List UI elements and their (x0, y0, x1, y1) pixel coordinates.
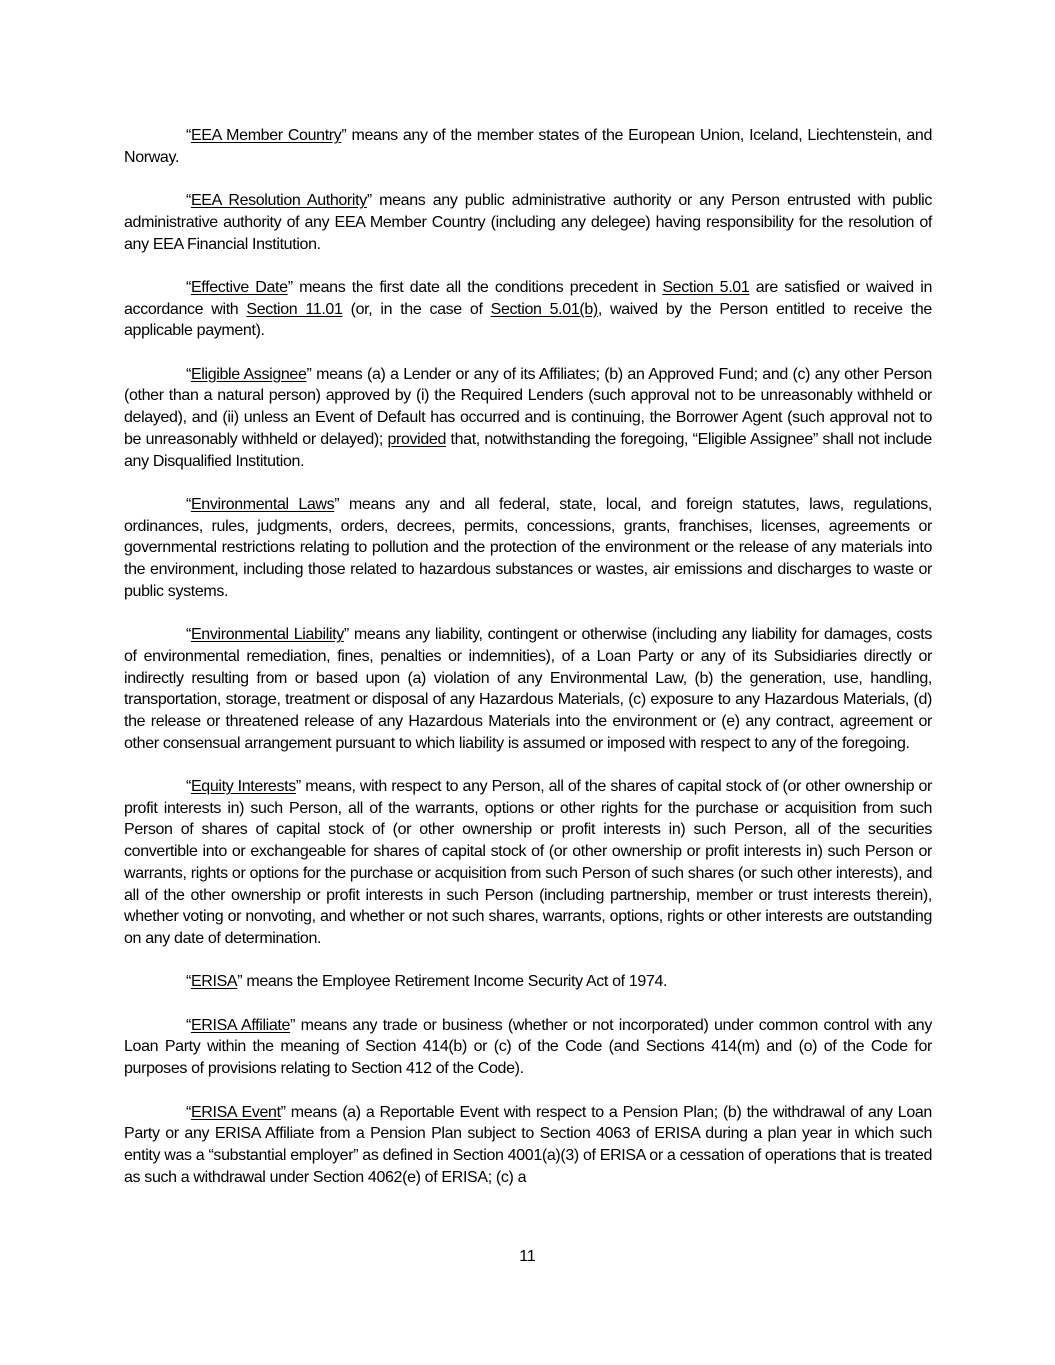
defined-term: Environmental Laws (190, 495, 335, 513)
definition-eea-member-country (124, 125, 932, 168)
definition-text: (or, in the case of (342, 300, 491, 318)
definitions-list (124, 125, 932, 1188)
defined-term: ERISA (190, 973, 238, 991)
open-quote: “ (186, 192, 191, 210)
open-quote: “ (186, 626, 191, 644)
defined-term: Eligible Assignee (190, 365, 307, 383)
open-quote: “ (186, 127, 191, 144)
definition-text: means (a) a Lender or any of its Affiliates; (b) an Approved Fund; and (c) any other Person (other than a natural person) approved by (i) the Required Lenders (such approval not to be unreasonably withheld or delayed), and (ii) unless an Event of Default has occurred and is continuing, the Borrower Agent (such approval not to be unreasonably withheld or delayed); (124, 365, 932, 448)
definition-text: are satisfied or waived in accordance with (124, 278, 932, 318)
open-quote: “ (186, 495, 191, 513)
defined-term: Equity Interests (190, 778, 296, 795)
definition-environmental-laws (124, 494, 932, 603)
definition-text: means the first date all the conditions precedent in (292, 278, 663, 296)
definition-text: means, with respect to any Person, all of the shares of capital stock of (or other ownership or profit interests in) such Person, all of the warrants, options or other rights for the purchase or acquisition from such Person of shares of capital stock of (or other ownership or profit interests in) such Person, all of the securities convertible into or exchangeable for shares of capital stock of (or other ownership or profit interests in) such Person or warrants, rights or options for the purchase or acquisition from such Person of such shares (or such other interests), and all of the other ownership or profit interests in such Person (including partnership, member or trust interests therein), whether voting or nonvoting, and whether or not such shares, warrants, options, rights or other interests are outstanding on any date of determination. (124, 778, 932, 947)
defined-term: Environmental Liability (190, 626, 344, 644)
open-quote: “ (186, 1016, 191, 1034)
section-reference: Section 5.01 (662, 278, 750, 296)
open-quote: “ (186, 778, 191, 795)
definition-text: means any and all federal, state, local, and foreign statutes, laws, regulations, ordinances, rules, judgments, orders, decrees, permits, concessions, grants, franchises, licenses, agreements or governmental restrictions relating to pollution and the protection of the environment or the release of any materials into the environment, including those related to hazardous substances or wastes, air emissions and discharges to waste or public systems. (124, 495, 932, 600)
close-quote: ” (306, 365, 312, 383)
definition-text: means the Employee Retirement Income Security Act of 1974. (242, 973, 668, 991)
defined-term: EEA Member Country (190, 127, 342, 144)
definition-environmental-liability (124, 624, 932, 754)
definition-eea-resolution-authority (124, 190, 932, 255)
close-quote: ” (343, 626, 349, 644)
defined-term: ERISA Affiliate (190, 1016, 291, 1034)
definition-text: means any of the member states of the European Union, Iceland, Liechtenstein, and Norway. (124, 127, 932, 166)
definition-erisa (124, 971, 932, 993)
definition-erisa-affiliate (124, 1015, 932, 1080)
close-quote: ” (287, 278, 293, 296)
close-quote: ” (341, 127, 347, 144)
proviso-term: provided (387, 430, 447, 448)
defined-term: EEA Resolution Authority (190, 192, 367, 210)
close-quote: ” (334, 495, 340, 513)
definition-text: that, notwithstanding the foregoing, “Eligible Assignee” shall not include any Disqualified Institution. (124, 430, 932, 470)
definition-erisa-event (124, 1102, 932, 1189)
close-quote: ” (237, 973, 243, 991)
definition-text: means any public administrative authority or any Person entrusted with public administrative authority of any EEA Member Country (including any delegee) having responsibility for the resolution of any EEA Financial Institution. (124, 192, 933, 253)
page-number: 11 (519, 1248, 536, 1265)
defined-term: Effective Date (190, 278, 288, 296)
open-quote: “ (186, 365, 191, 383)
close-quote: ” (295, 778, 301, 795)
definition-text: means (a) a Reportable Event with respect to a Pension Plan; (b) the withdrawal of any Loan Party or any ERISA Affiliate from a Pension Plan subject to Section 4063 of ERISA during a plan year in which such entity was a “substantial employer” as defined in Section 4001(a)(3) of ERISA or a cessation of operations that is treated as such a withdrawal under Section 4062(e) of ERISA; (c) a (124, 1103, 932, 1186)
close-quote: ” (366, 192, 372, 210)
defined-term: ERISA Event (190, 1103, 281, 1121)
open-quote: “ (186, 278, 191, 296)
definition-text: , waived by the Person entitled to receive the applicable payment). (124, 300, 932, 340)
open-quote: “ (186, 973, 191, 991)
definition-eligible-assignee (124, 364, 932, 473)
definition-equity-interests (124, 776, 932, 950)
close-quote: ” (290, 1016, 296, 1034)
section-reference: Section 11.01 (246, 300, 343, 318)
definition-text: means any trade or business (whether or not incorporated) under common control with any Loan Party within the meaning of Section 414(b) or (c) of the Code (and Sections 414(m) and (o) of the Code for purposes of provisions relating to Section 412 of the Code). (124, 1016, 932, 1078)
open-quote: “ (186, 1103, 191, 1121)
close-quote: ” (280, 1103, 286, 1121)
section-reference: Section 5.01(b) (490, 300, 598, 318)
definition-effective-date (124, 277, 932, 342)
definition-text: means any liability, contingent or otherwise (including any liability for damages, costs of environmental remediation, fines, penalties or indemnities), of a Loan Party or any of its Subsidiaries directly or indirectly resulting from or based upon (a) violation of any Environmental Law, (b) the generation, use, handling, transportation, storage, treatment or disposal of any Hazardous Materials, (c) exposure to any Hazardous Materials, (d) the release or threatened release of any Hazardous Materials into the environment or (e) any contract, agreement or other consensual arrangement pursuant to which liability is assumed or imposed with respect to any of the foregoing. (124, 626, 932, 752)
